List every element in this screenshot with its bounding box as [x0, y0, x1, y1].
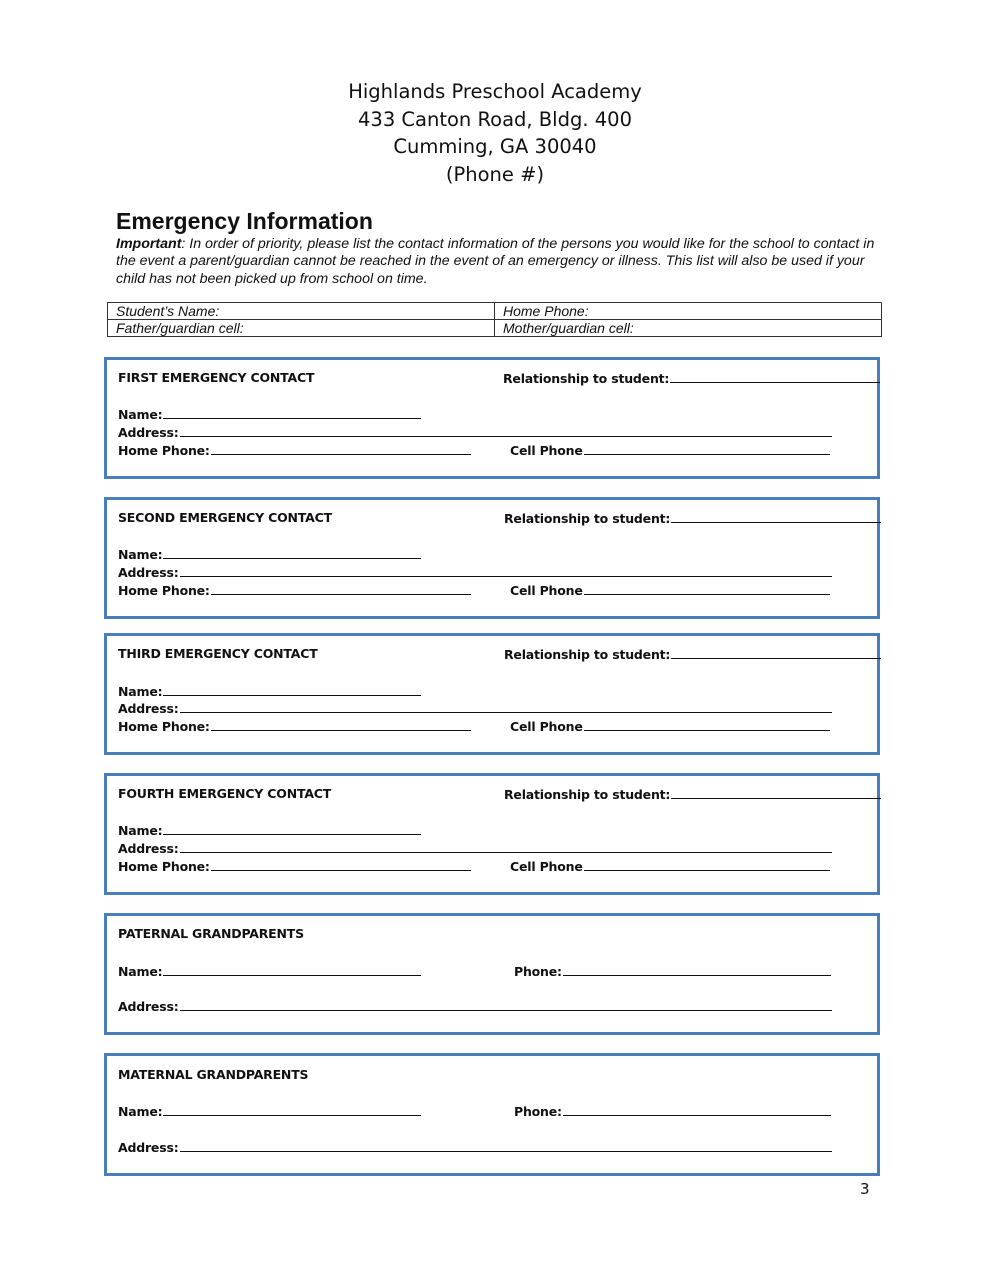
- address-field[interactable]: [118, 1139, 832, 1155]
- paternal-grandparents-box: [104, 913, 880, 1035]
- relationship-label: Relationship to student:: [504, 647, 671, 662]
- address-label: Address:: [118, 1140, 179, 1155]
- home-phone-field[interactable]: Home Phone:: [495, 303, 882, 320]
- school-address-line1: 433 Canton Road, Bldg. 400: [358, 107, 632, 131]
- name-label: Name:: [118, 823, 163, 838]
- contact-title: SECOND EMERGENCY CONTACT: [118, 510, 332, 525]
- name-label: Name:: [118, 684, 163, 699]
- home-phone-field[interactable]: [118, 582, 471, 598]
- relationship-field[interactable]: [504, 646, 881, 662]
- address-field[interactable]: [118, 840, 832, 856]
- name-field[interactable]: [118, 546, 421, 562]
- relationship-label: Relationship to student:: [504, 511, 671, 526]
- fourth-emergency-contact-box: [104, 773, 880, 895]
- relationship-field[interactable]: [503, 370, 880, 386]
- phone-field[interactable]: [514, 963, 831, 979]
- phone-label: Phone:: [514, 964, 562, 979]
- name-label: Name:: [118, 964, 163, 979]
- student-name-field[interactable]: Student’s Name:: [108, 303, 495, 320]
- school-header: [0, 78, 990, 188]
- first-emergency-contact-box: [104, 357, 880, 479]
- cell-phone-field[interactable]: [510, 858, 830, 874]
- home-phone-field[interactable]: [118, 442, 471, 458]
- address-label: Address:: [118, 999, 179, 1014]
- cell-phone-field[interactable]: [510, 718, 830, 734]
- page-number: 3: [860, 1180, 870, 1198]
- home-phone-field[interactable]: [118, 718, 471, 734]
- important-note: [116, 236, 882, 288]
- address-field[interactable]: [118, 700, 832, 716]
- home-phone-label: Home Phone:: [118, 443, 210, 458]
- name-label: Name:: [118, 407, 163, 422]
- mother-cell-field[interactable]: Mother/guardian cell:: [495, 320, 882, 337]
- relationship-label: Relationship to student:: [504, 787, 671, 802]
- student-info-table: [107, 302, 882, 337]
- contact-title: FIRST EMERGENCY CONTACT: [118, 370, 315, 385]
- address-field[interactable]: [118, 998, 832, 1014]
- address-field[interactable]: [118, 424, 832, 440]
- important-text: : In order of priority, please list the contact information of the persons you would like for the school to contact in the event a parent/guardian cannot be reached in the event of an emergency or illness. This list will also be used if your child has not been picked up from school on time.: [116, 236, 875, 287]
- school-address-line2: Cumming, GA 30040: [393, 135, 597, 158]
- cell-phone-label: Cell Phone: [510, 443, 583, 458]
- grandparents-title: MATERNAL GRANDPARENTS: [118, 1067, 309, 1082]
- section-title: Emergency Information: [116, 208, 373, 234]
- name-field[interactable]: [118, 822, 421, 838]
- cell-phone-field[interactable]: [510, 442, 830, 458]
- contact-title: FOURTH EMERGENCY CONTACT: [118, 786, 332, 801]
- school-phone: (Phone #): [445, 162, 545, 186]
- important-label: Important: [116, 236, 182, 252]
- name-label: Name:: [118, 547, 163, 562]
- address-field[interactable]: [118, 564, 832, 580]
- relationship-label: Relationship to student:: [503, 371, 670, 386]
- school-name: Highlands Preschool Academy: [348, 80, 642, 103]
- address-label: Address:: [118, 425, 179, 440]
- name-field[interactable]: [118, 683, 421, 699]
- home-phone-label: Home Phone:: [118, 583, 210, 598]
- address-label: Address:: [118, 565, 179, 580]
- grandparents-title: PATERNAL GRANDPARENTS: [118, 926, 304, 941]
- home-phone-label: Home Phone:: [118, 719, 210, 734]
- name-field[interactable]: [118, 1103, 421, 1119]
- relationship-field[interactable]: [504, 786, 881, 802]
- name-field[interactable]: [118, 963, 421, 979]
- phone-field[interactable]: [514, 1103, 831, 1119]
- relationship-field[interactable]: [504, 510, 881, 526]
- cell-phone-label: Cell Phone: [510, 719, 583, 734]
- name-label: Name:: [118, 1104, 163, 1119]
- address-label: Address:: [118, 701, 179, 716]
- home-phone-field[interactable]: [118, 858, 471, 874]
- contact-title: THIRD EMERGENCY CONTACT: [118, 646, 318, 661]
- cell-phone-label: Cell Phone: [510, 583, 583, 598]
- third-emergency-contact-box: [104, 633, 880, 755]
- home-phone-label: Home Phone:: [118, 859, 210, 874]
- father-cell-field[interactable]: Father/guardian cell:: [108, 320, 495, 337]
- cell-phone-label: Cell Phone: [510, 859, 583, 874]
- cell-phone-field[interactable]: [510, 582, 830, 598]
- name-field[interactable]: [118, 406, 421, 422]
- phone-label: Phone:: [514, 1104, 562, 1119]
- maternal-grandparents-box: [104, 1053, 880, 1176]
- second-emergency-contact-box: [104, 497, 880, 619]
- address-label: Address:: [118, 841, 179, 856]
